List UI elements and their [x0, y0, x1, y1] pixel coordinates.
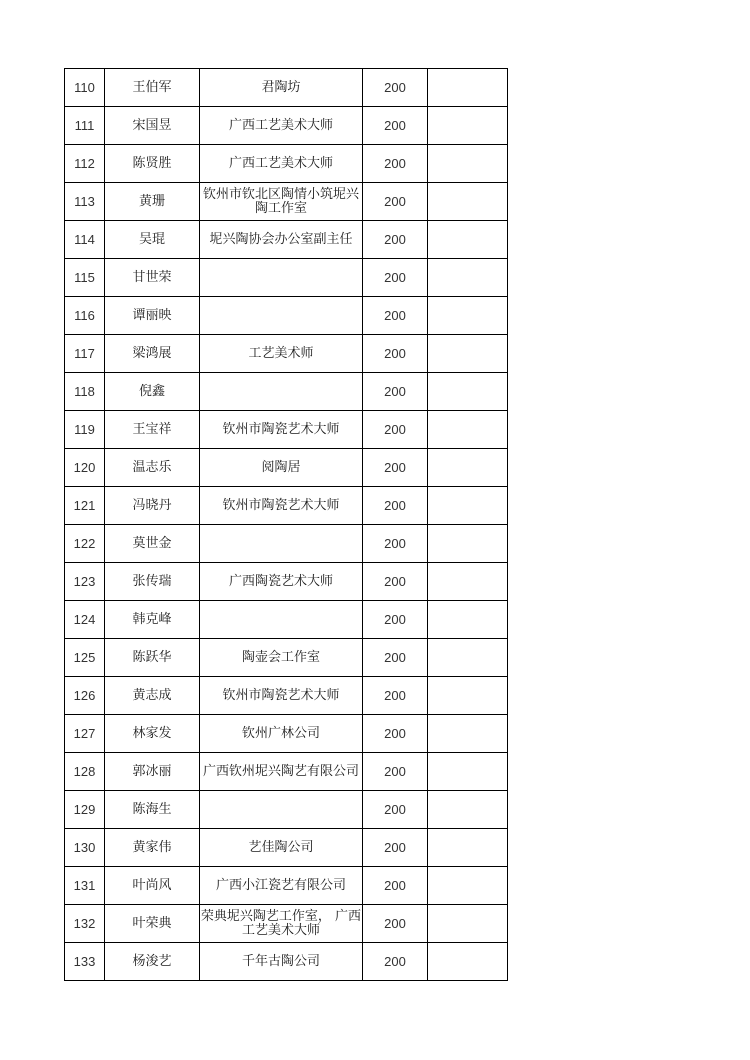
unit-cell [200, 601, 363, 639]
row-number-cell: 127 [65, 715, 105, 753]
name-cell: 黄家伟 [105, 829, 200, 867]
note-cell [428, 373, 508, 411]
unit-cell: 艺佳陶公司 [200, 829, 363, 867]
row-number-cell: 115 [65, 259, 105, 297]
note-cell [428, 867, 508, 905]
unit-cell: 广西工艺美术大师 [200, 145, 363, 183]
row-number-cell: 120 [65, 449, 105, 487]
note-cell [428, 487, 508, 525]
unit-cell: 荣典坭兴陶艺工作室， 广西工艺美术大师 [200, 905, 363, 943]
row-number-cell: 132 [65, 905, 105, 943]
amount-cell: 200 [363, 867, 428, 905]
table-row [65, 221, 508, 259]
row-number-cell: 125 [65, 639, 105, 677]
name-cell: 黄志成 [105, 677, 200, 715]
name-cell: 梁鸿展 [105, 335, 200, 373]
table-row [65, 107, 508, 145]
unit-cell: 钦州市陶瓷艺术大师 [200, 411, 363, 449]
name-cell: 宋国昱 [105, 107, 200, 145]
note-cell [428, 525, 508, 563]
table-row [65, 791, 508, 829]
amount-cell: 200 [363, 145, 428, 183]
row-number-cell: 126 [65, 677, 105, 715]
row-number-cell: 112 [65, 145, 105, 183]
amount-cell: 200 [363, 259, 428, 297]
table-row [65, 715, 508, 753]
table-row [65, 829, 508, 867]
name-cell: 陈贤胜 [105, 145, 200, 183]
note-cell [428, 335, 508, 373]
name-cell: 吴琨 [105, 221, 200, 259]
row-number-cell: 131 [65, 867, 105, 905]
note-cell [428, 297, 508, 335]
amount-cell: 200 [363, 297, 428, 335]
note-cell [428, 563, 508, 601]
donation-table [64, 68, 508, 981]
table-row [65, 639, 508, 677]
table-row [65, 373, 508, 411]
name-cell: 郭冰丽 [105, 753, 200, 791]
amount-cell: 200 [363, 107, 428, 145]
row-number-cell: 111 [65, 107, 105, 145]
amount-cell: 200 [363, 601, 428, 639]
name-cell: 倪鑫 [105, 373, 200, 411]
note-cell [428, 943, 508, 981]
amount-cell: 200 [363, 411, 428, 449]
unit-cell: 千年古陶公司 [200, 943, 363, 981]
unit-cell [200, 525, 363, 563]
unit-cell [200, 373, 363, 411]
row-number-cell: 130 [65, 829, 105, 867]
amount-cell: 200 [363, 69, 428, 107]
name-cell: 温志乐 [105, 449, 200, 487]
name-cell: 韩克峰 [105, 601, 200, 639]
name-cell: 王伯军 [105, 69, 200, 107]
table-row [65, 753, 508, 791]
amount-cell: 200 [363, 487, 428, 525]
unit-cell: 工艺美术师 [200, 335, 363, 373]
name-cell: 陈海生 [105, 791, 200, 829]
note-cell [428, 639, 508, 677]
table-row [65, 943, 508, 981]
table-row [65, 905, 508, 943]
row-number-cell: 123 [65, 563, 105, 601]
note-cell [428, 829, 508, 867]
unit-cell: 阅陶居 [200, 449, 363, 487]
amount-cell: 200 [363, 525, 428, 563]
table-row [65, 411, 508, 449]
table-row [65, 677, 508, 715]
table-row [65, 183, 508, 221]
note-cell [428, 221, 508, 259]
name-cell: 莫世金 [105, 525, 200, 563]
note-cell [428, 69, 508, 107]
row-number-cell: 117 [65, 335, 105, 373]
unit-cell: 钦州广林公司 [200, 715, 363, 753]
amount-cell: 200 [363, 791, 428, 829]
amount-cell: 200 [363, 373, 428, 411]
unit-cell: 钦州市陶瓷艺术大师 [200, 487, 363, 525]
note-cell [428, 145, 508, 183]
unit-cell: 广西工艺美术大师 [200, 107, 363, 145]
note-cell [428, 791, 508, 829]
amount-cell: 200 [363, 829, 428, 867]
table-body [65, 69, 508, 981]
table-row [65, 259, 508, 297]
row-number-cell: 118 [65, 373, 105, 411]
name-cell: 杨浚艺 [105, 943, 200, 981]
unit-cell [200, 297, 363, 335]
amount-cell: 200 [363, 563, 428, 601]
row-number-cell: 114 [65, 221, 105, 259]
unit-cell: 钦州市钦北区陶情小筑坭兴陶工作室 [200, 183, 363, 221]
row-number-cell: 119 [65, 411, 105, 449]
unit-cell [200, 259, 363, 297]
note-cell [428, 677, 508, 715]
unit-cell: 陶壶会工作室 [200, 639, 363, 677]
note-cell [428, 449, 508, 487]
row-number-cell: 121 [65, 487, 105, 525]
note-cell [428, 183, 508, 221]
amount-cell: 200 [363, 183, 428, 221]
unit-cell: 坭兴陶协会办公室副主任 [200, 221, 363, 259]
name-cell: 冯晓丹 [105, 487, 200, 525]
amount-cell: 200 [363, 753, 428, 791]
name-cell: 谭丽映 [105, 297, 200, 335]
table-row [65, 297, 508, 335]
unit-cell: 广西小江瓷艺有限公司 [200, 867, 363, 905]
row-number-cell: 122 [65, 525, 105, 563]
row-number-cell: 124 [65, 601, 105, 639]
amount-cell: 200 [363, 449, 428, 487]
amount-cell: 200 [363, 715, 428, 753]
note-cell [428, 107, 508, 145]
table-row [65, 449, 508, 487]
table-row [65, 69, 508, 107]
name-cell: 王宝祥 [105, 411, 200, 449]
table-row [65, 525, 508, 563]
name-cell: 黄珊 [105, 183, 200, 221]
name-cell: 林家发 [105, 715, 200, 753]
table-row [65, 867, 508, 905]
amount-cell: 200 [363, 677, 428, 715]
note-cell [428, 715, 508, 753]
table-row [65, 601, 508, 639]
table-row [65, 335, 508, 373]
row-number-cell: 129 [65, 791, 105, 829]
name-cell: 陈跃华 [105, 639, 200, 677]
row-number-cell: 128 [65, 753, 105, 791]
amount-cell: 200 [363, 943, 428, 981]
unit-cell: 广西钦州坭兴陶艺有限公司 [200, 753, 363, 791]
note-cell [428, 905, 508, 943]
table-row [65, 487, 508, 525]
row-number-cell: 113 [65, 183, 105, 221]
row-number-cell: 116 [65, 297, 105, 335]
amount-cell: 200 [363, 335, 428, 373]
unit-cell: 钦州市陶瓷艺术大师 [200, 677, 363, 715]
note-cell [428, 601, 508, 639]
name-cell: 甘世荣 [105, 259, 200, 297]
unit-cell: 君陶坊 [200, 69, 363, 107]
row-number-cell: 133 [65, 943, 105, 981]
row-number-cell: 110 [65, 69, 105, 107]
amount-cell: 200 [363, 221, 428, 259]
note-cell [428, 753, 508, 791]
table-row [65, 563, 508, 601]
table-row [65, 145, 508, 183]
unit-cell [200, 791, 363, 829]
name-cell: 叶荣典 [105, 905, 200, 943]
note-cell [428, 411, 508, 449]
note-cell [428, 259, 508, 297]
amount-cell: 200 [363, 639, 428, 677]
name-cell: 叶尚风 [105, 867, 200, 905]
unit-cell: 广西陶瓷艺术大师 [200, 563, 363, 601]
amount-cell: 200 [363, 905, 428, 943]
name-cell: 张传瑞 [105, 563, 200, 601]
